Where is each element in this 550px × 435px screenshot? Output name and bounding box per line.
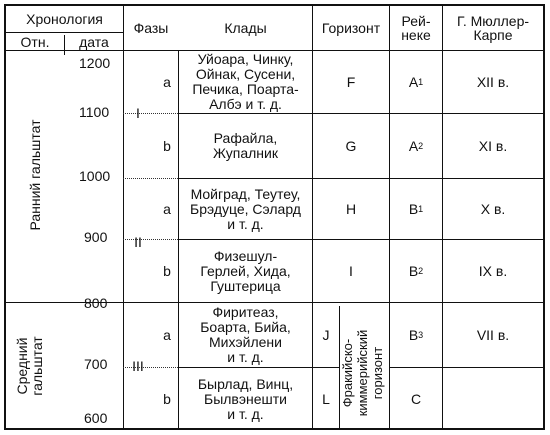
reinecke-cell: B 1 bbox=[408, 200, 424, 217]
muller-karpe-cell bbox=[443, 368, 543, 430]
horizon-cell: J bbox=[322, 326, 330, 343]
phase-label: II bbox=[134, 233, 142, 250]
horizon-cell: L bbox=[322, 390, 330, 407]
header-horizon: Горизонт bbox=[321, 20, 381, 36]
header-phases: Фазы bbox=[133, 20, 169, 36]
muller-karpe-cell: VII в. bbox=[476, 326, 510, 343]
muller-karpe-cell: X в. bbox=[480, 200, 506, 217]
horizon-cell: G bbox=[345, 137, 357, 154]
reinecke-cell: C bbox=[410, 390, 422, 407]
date-tick: 600 bbox=[84, 410, 108, 426]
muller-karpe-cell: XI в. bbox=[478, 137, 508, 154]
subphase-label: b bbox=[163, 390, 171, 407]
period-early-hallstatt: Ранний гальштат bbox=[27, 119, 43, 231]
date-tick: 1200 bbox=[79, 55, 111, 71]
subphase-label: a bbox=[163, 326, 171, 343]
reinecke-cell: B 3 bbox=[408, 326, 424, 343]
hoards-cell: Уйоара, Чинку, Ойнак, Сусени, Печика, Поарта- Албэ и т. д. bbox=[192, 51, 299, 112]
reinecke-cell: A 2 bbox=[408, 137, 424, 154]
header-reinecke: Рей- неке bbox=[401, 13, 431, 43]
date-tick: 900 bbox=[84, 229, 108, 245]
subphase-label: a bbox=[163, 200, 171, 217]
horizon-cell: H bbox=[345, 200, 357, 217]
hoards-cell: Фиритеаз, Боарта, Бийа, Михэйлени и т. д. bbox=[200, 304, 291, 365]
horizon-cell: F bbox=[346, 73, 356, 90]
date-tick: 700 bbox=[84, 356, 108, 372]
thraco-cimmerian-horizon: Фракийско- киммерийский горизонт bbox=[340, 329, 385, 417]
reinecke-cell: B 2 bbox=[408, 262, 424, 279]
header-date: дата bbox=[79, 33, 109, 50]
muller-karpe-cell: IX в. bbox=[478, 262, 508, 279]
chronology-table bbox=[4, 4, 545, 430]
hoards-cell: Бырлад, Винц, Былвэнешти и т. д. bbox=[197, 375, 294, 422]
phase-label: I bbox=[136, 104, 140, 121]
horizon-cell: I bbox=[349, 262, 353, 279]
subphase-label: a bbox=[163, 73, 171, 90]
reinecke-cell: A 1 bbox=[408, 73, 424, 90]
subphase-label: b bbox=[163, 262, 171, 279]
hoards-cell: Рафайла, Жупалник bbox=[213, 130, 278, 161]
date-tick: 1000 bbox=[79, 168, 111, 184]
period-middle-hallstatt: Средний гальштат bbox=[14, 336, 45, 396]
header-relative: Отн. bbox=[20, 33, 50, 50]
date-tick: 1100 bbox=[79, 104, 110, 120]
header-hoards: Клады bbox=[224, 20, 267, 36]
subphase-label: b bbox=[163, 137, 171, 154]
header-muller-karpe: Г. Мюллер- Карпе bbox=[456, 13, 530, 43]
muller-karpe-cell: XII в. bbox=[476, 73, 510, 90]
hoards-cell: Физешул- Герлей, Хида, Гуштерица bbox=[200, 247, 291, 294]
phase-label: III bbox=[132, 357, 144, 374]
header-chronology: Хронология bbox=[26, 11, 103, 27]
hoards-cell: Мойград, Теутеу, Брэдуце, Сэлард и т. д. bbox=[190, 185, 301, 232]
date-tick: 800 bbox=[84, 295, 108, 311]
